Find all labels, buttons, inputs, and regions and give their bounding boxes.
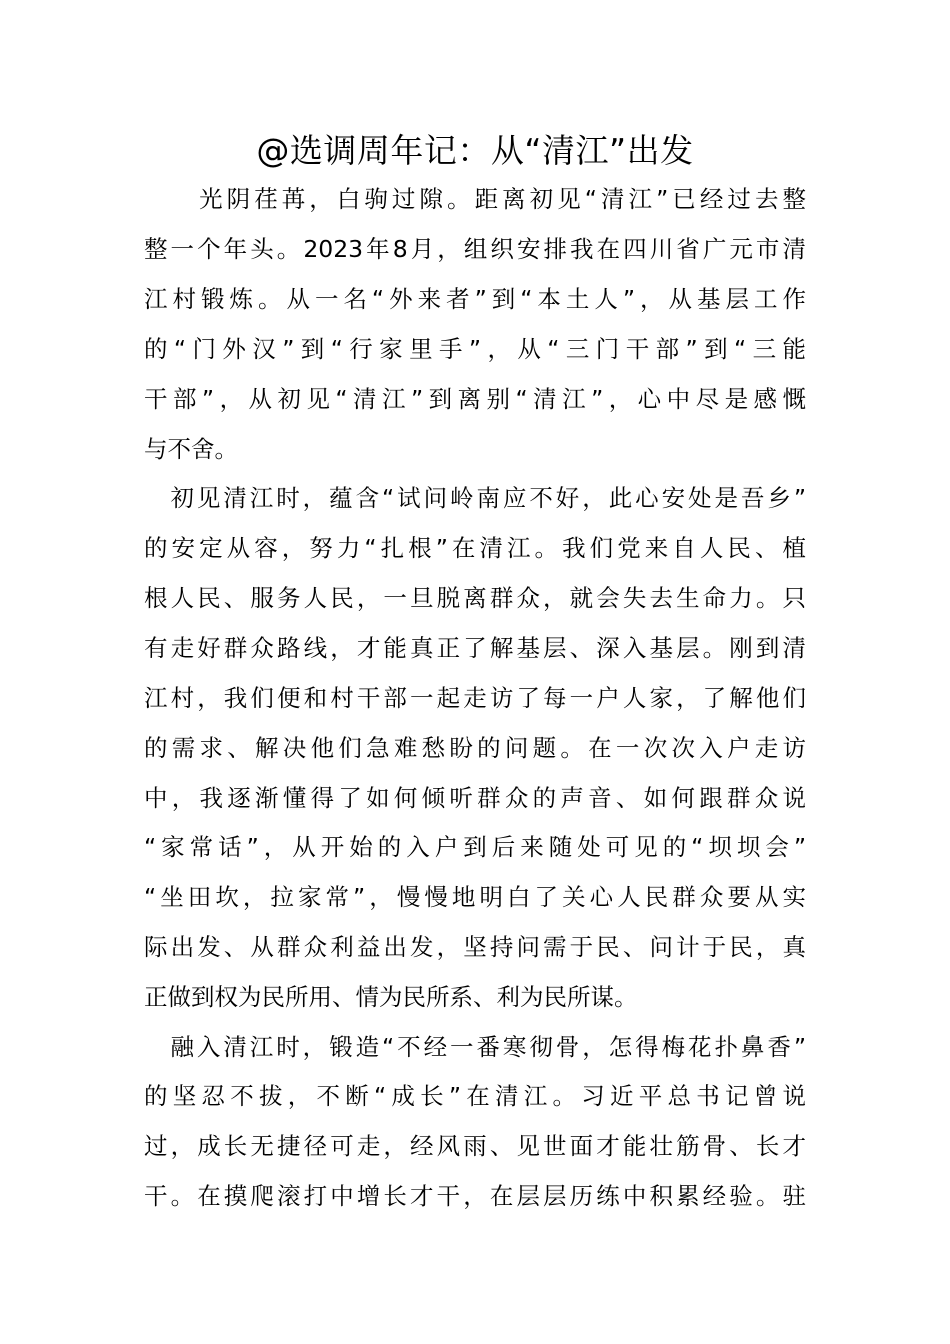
paragraph-1-line-4: 的“门外汉”到“行家里手”，从“三门干部”到“三能: [144, 335, 806, 363]
paragraph-1-line-6: 与不舍。: [144, 435, 238, 463]
paragraph-2-line-11: 正做到权为民所用、情为民所系、利为民所谋。: [144, 983, 638, 1011]
paragraph-3-line-3: 过，成长无捷径可走，经风雨、见世面才能壮筋骨、长才: [144, 1132, 806, 1160]
paragraph-2-line-1: 初见清江时，蕴含“试问岭南应不好，此心安处是吾乡”: [144, 484, 806, 512]
paragraph-2-line-2: 的安定从容，努力“扎根”在清江。我们党来自人民、植: [144, 534, 806, 562]
paragraph-1-line-3: 江村锻炼。从一名“外来者”到“本土人”，从基层工作: [144, 285, 806, 313]
paragraph-2-line-8: “家常话”，从开始的入户到后来随处可见的“坝坝会”: [144, 833, 806, 861]
paragraph-2-line-10: 际出发、从群众利益出发，坚持问需于民、问计于民，真: [144, 933, 806, 961]
paragraph-3-line-1: 融入清江时，锻造“不经一番寒彻骨，怎得梅花扑鼻香”: [144, 1033, 806, 1061]
paragraph-2-line-4: 有走好群众路线，才能真正了解基层、深入基层。刚到清: [144, 634, 806, 662]
paragraph-2-line-9: “坐田坎，拉家常”，慢慢地明白了关心人民群众要从实: [144, 883, 806, 911]
paragraph-2-line-3: 根人民、服务人民，一旦脱离群众，就会失去生命力。只: [144, 584, 806, 612]
paragraph-3-line-4: 干。在摸爬滚打中增长才干，在层层历练中积累经验。驻: [144, 1182, 806, 1210]
paragraph-2-line-7: 中，我逐渐懂得了如何倾听群众的声音、如何跟群众说: [144, 784, 806, 812]
paragraph-2-line-6: 的需求、解决他们急难愁盼的问题。在一次次入户走访: [144, 734, 806, 762]
paragraph-3-line-2: 的坚忍不拔，不断“成长”在清江。习近平总书记曾说: [144, 1082, 806, 1110]
document-title: @选调周年记：从“清江”出发: [256, 131, 694, 170]
paragraph-1-line-5: 干部”，从初见“清江”到离别“清江”，心中尽是感慨: [144, 385, 806, 413]
paragraph-2-line-5: 江村，我们便和村干部一起走访了每一户人家，了解他们: [144, 684, 806, 712]
paragraph-1-line-2: 整一个年头。2023年8月，组织安排我在四川省广元市清: [144, 235, 806, 263]
paragraph-1-line-1: 光阴荏苒，白驹过隙。距离初见“清江”已经过去整: [144, 185, 806, 213]
